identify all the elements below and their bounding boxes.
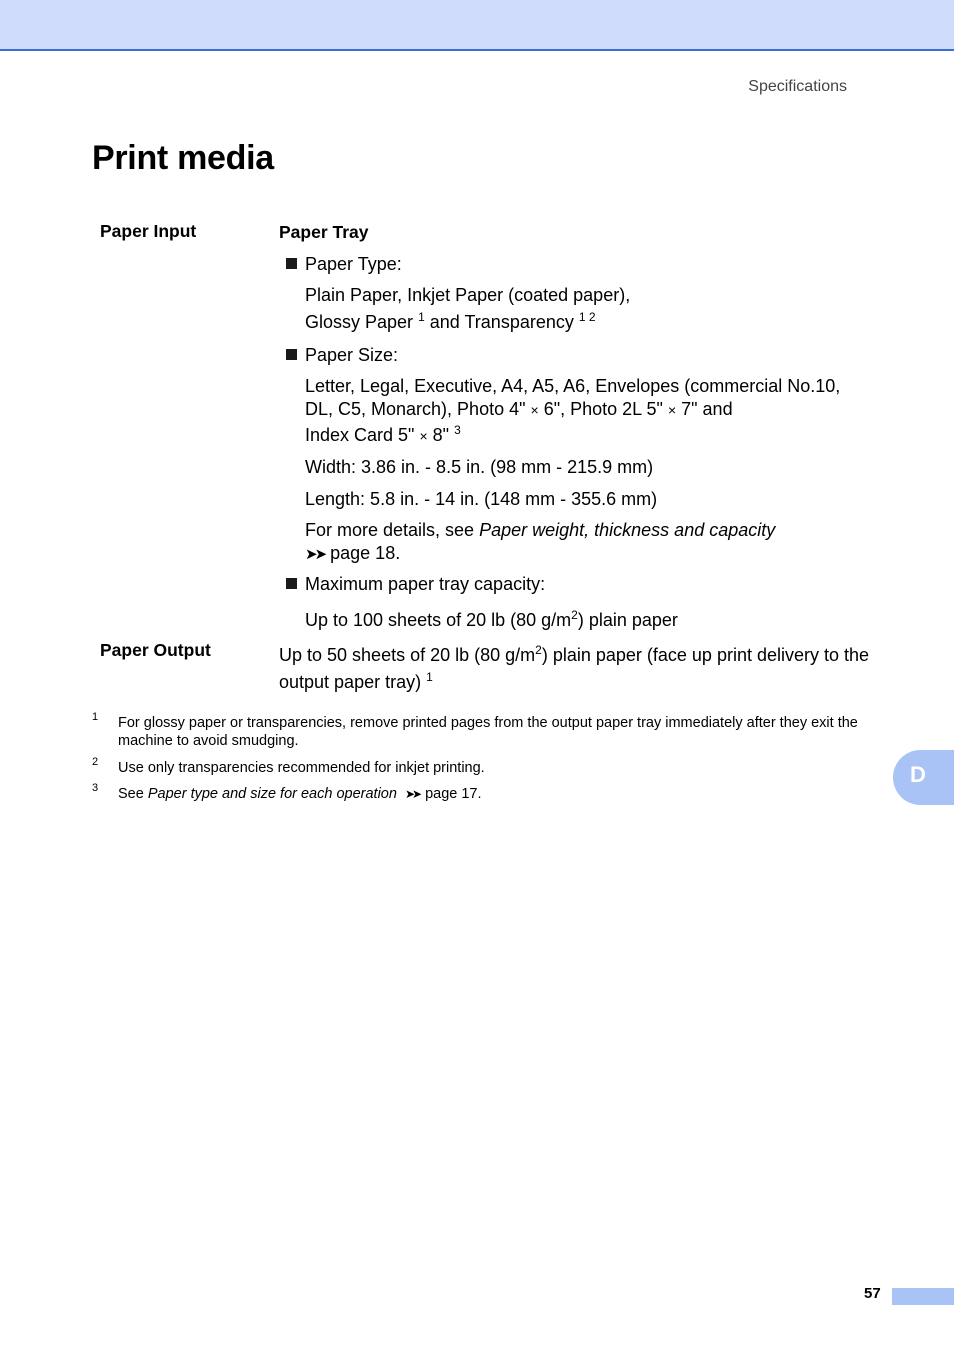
paper-output-label: Paper Output — [100, 640, 211, 660]
footnote-ref[interactable]: 1 — [426, 670, 433, 684]
paper-size-line2: DL, C5, Monarch), Photo 4" × 6", Photo 2L 5" × 7" and — [305, 399, 733, 419]
page-number: 57 — [864, 1285, 881, 1302]
times-icon: × — [530, 402, 539, 418]
paper-type-line1: Plain Paper, Inkjet Paper (coated paper), — [305, 285, 631, 305]
capacity-label: Maximum paper tray capacity: — [305, 574, 546, 594]
square-bullet-icon — [286, 258, 297, 269]
footnote-3-page-link[interactable]: page 17. — [425, 786, 482, 802]
header-bar — [0, 0, 954, 51]
footnote-ref[interactable]: 1 2 — [578, 310, 596, 324]
paper-output-line2: output paper tray) $^1$ — [279, 670, 433, 692]
paper-input-label: Paper Input — [100, 221, 197, 241]
footnote-1: For glossy paper or transparencies, remove printed pages from the output paper tray immediately after they exit the machine to avoid smudging. — [118, 715, 858, 749]
paper-length: Length: 5.8 in. - 14 in. (148 mm - 355.6 mm) — [305, 489, 658, 509]
footnote-3: See Paper type and size for each operation ➤➤ page 17. — [118, 786, 482, 802]
square-bullet-icon — [286, 349, 297, 360]
paper-type-line2: Glossy Paper $^1$ and Transparency $^{1 2}$ — [305, 310, 596, 332]
paper-size-line3: Index Card 5" × 8" $^3$ — [305, 423, 461, 445]
footnote-2: Use only transparencies recommended for inkjet printing. — [118, 760, 485, 776]
section-name: Specifications — [748, 78, 847, 95]
footnote-number: 1 — [92, 711, 99, 723]
page-number-bar — [892, 1288, 954, 1305]
details-line2 — [305, 542, 400, 566]
footnote-number: 2 — [92, 756, 99, 768]
double-arrow-icon: ➤➤ — [305, 546, 325, 563]
times-icon: × — [419, 428, 428, 444]
paper-size-line1: Letter, Legal, Executive, A4, A5, A6, Envelopes (commercial No.10, — [305, 376, 841, 396]
chapter-tab[interactable]: D — [893, 750, 954, 805]
footnote-number: 3 — [92, 782, 99, 794]
details-line1: For more details, see Paper weight, thickness and capacity — [305, 520, 776, 540]
paper-size-label: Paper Size: — [305, 345, 399, 365]
footnote-ref[interactable]: 1 — [418, 310, 425, 324]
paper-output-line1: Up to 50 sheets of 20 lb (80 $g/m^2$) plain paper (face up print delivery to the — [279, 643, 870, 665]
square-bullet-icon — [286, 578, 297, 589]
details-link[interactable]: Paper weight, thickness and capacity — [479, 520, 776, 540]
details-page-link[interactable]: page 18. — [330, 543, 401, 563]
paper-width: Width: 3.86 in. - 8.5 in. (98 mm - 215.9 mm) — [305, 457, 654, 477]
footnote-3-link[interactable]: Paper type and size for each operation — [147, 786, 397, 802]
paper-tray-heading: Paper Tray — [279, 222, 369, 242]
footnote-ref[interactable]: 3 — [454, 423, 461, 437]
times-icon: × — [667, 402, 677, 418]
page-title: Print media — [92, 139, 274, 177]
capacity-value: Up to 100 sheets of 20 lb (80 $g/m^2$) plain paper — [305, 608, 678, 630]
paper-type-label: Paper Type: — [305, 254, 402, 274]
double-arrow-icon: ➤➤ — [404, 787, 420, 801]
